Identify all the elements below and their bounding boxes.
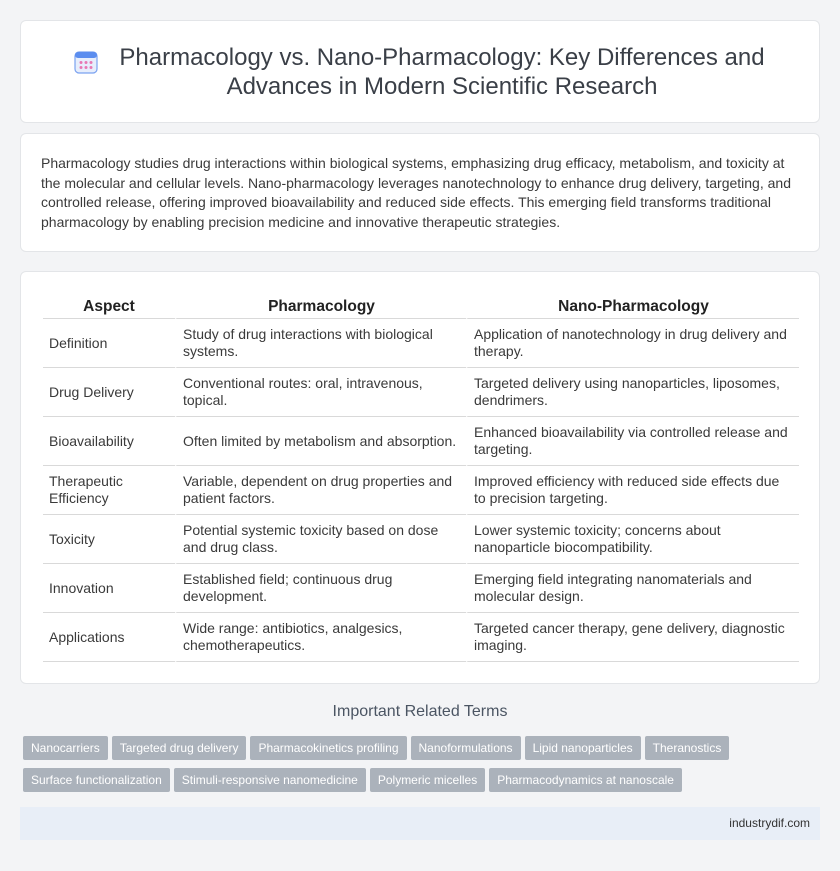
cell-nano-pharmacology: Application of nanotechnology in drug delivery and therapy.	[466, 319, 799, 368]
related-term-tag[interactable]: Lipid nanoparticles	[525, 736, 641, 760]
cell-aspect: Applications	[43, 613, 175, 662]
cell-pharmacology: Study of drug interactions with biological systems.	[175, 319, 466, 368]
table-row	[43, 613, 799, 662]
cell-pharmacology: Potential systemic toxicity based on dose and drug class.	[175, 515, 466, 564]
cell-aspect: Innovation	[43, 564, 175, 613]
cell-nano-pharmacology: Lower systemic toxicity; concerns about nanoparticle biocompatibility.	[466, 515, 799, 564]
cell-nano-pharmacology: Emerging field integrating nanomaterials and molecular design.	[466, 564, 799, 613]
title-card	[20, 20, 820, 123]
related-term-tag[interactable]: Targeted drug delivery	[112, 736, 247, 760]
related-term-tag[interactable]: Nanoformulations	[411, 736, 521, 760]
related-term-tag[interactable]: Pharmacokinetics profiling	[250, 736, 406, 760]
cell-aspect: Bioavailability	[43, 417, 175, 466]
intro-card	[20, 133, 820, 252]
footer	[20, 807, 820, 840]
header-aspect: Aspect	[43, 294, 175, 319]
cell-pharmacology: Conventional routes: oral, intravenous, topical.	[175, 368, 466, 417]
related-term-tag[interactable]: Stimuli-responsive nanomedicine	[174, 768, 366, 792]
table-row	[43, 368, 799, 417]
footer-source[interactable]: industrydif.com	[729, 816, 810, 830]
table-row	[43, 466, 799, 515]
related-term-tag[interactable]: Theranostics	[645, 736, 730, 760]
cell-pharmacology: Variable, dependent on drug properties and patient factors.	[175, 466, 466, 515]
table-row	[43, 417, 799, 466]
header-pharmacology: Pharmacology	[175, 294, 466, 319]
cell-pharmacology: Established field; continuous drug development.	[175, 564, 466, 613]
cell-nano-pharmacology: Targeted delivery using nanoparticles, liposomes, dendrimers.	[466, 368, 799, 417]
related-term-tag[interactable]: Surface functionalization	[23, 768, 170, 792]
table-row	[43, 515, 799, 564]
related-term-tag[interactable]: Pharmacodynamics at nanoscale	[489, 768, 682, 792]
cell-nano-pharmacology: Targeted cancer therapy, gene delivery, diagnostic imaging.	[466, 613, 799, 662]
cell-aspect: Therapeutic Efficiency	[43, 466, 175, 515]
cell-pharmacology: Wide range: antibiotics, analgesics, chemotherapeutics.	[175, 613, 466, 662]
comparison-card	[20, 271, 820, 684]
table-header-row	[43, 294, 799, 319]
comparison-table	[43, 294, 799, 662]
related-terms-list	[23, 736, 823, 800]
calendar-icon	[73, 49, 99, 75]
related-term-tag[interactable]: Polymeric micelles	[370, 768, 485, 792]
related-terms-title: Important Related Terms	[332, 703, 508, 720]
intro-text: Pharmacology studies drug interactions within biological systems, emphasizing drug efficacy, metabolism, and toxicity at the molecular and cellular levels. Nano-pharmacology leverages nanotechnology to enhance drug delivery, targeting, and controlled release, offering improved bioavailability and reduced side effects. This emerging field transforms traditional pharmacology by enabling precision medicine and innovative therapeutic strategies.	[41, 155, 791, 230]
cell-aspect: Definition	[43, 319, 175, 368]
cell-nano-pharmacology: Improved efficiency with reduced side effects due to precision targeting.	[466, 466, 799, 515]
related-term-tag[interactable]: Nanocarriers	[23, 736, 108, 760]
cell-pharmacology: Often limited by metabolism and absorption.	[175, 417, 466, 466]
cell-aspect: Toxicity	[43, 515, 175, 564]
page-title: Pharmacology vs. Nano-Pharmacology: Key Differences and Advances in Modern Scientific Research	[119, 43, 765, 100]
header-nano-pharmacology: Nano-Pharmacology	[466, 294, 799, 319]
cell-aspect: Drug Delivery	[43, 368, 175, 417]
table-row	[43, 564, 799, 613]
table-row	[43, 319, 799, 368]
cell-nano-pharmacology: Enhanced bioavailability via controlled release and targeting.	[466, 417, 799, 466]
